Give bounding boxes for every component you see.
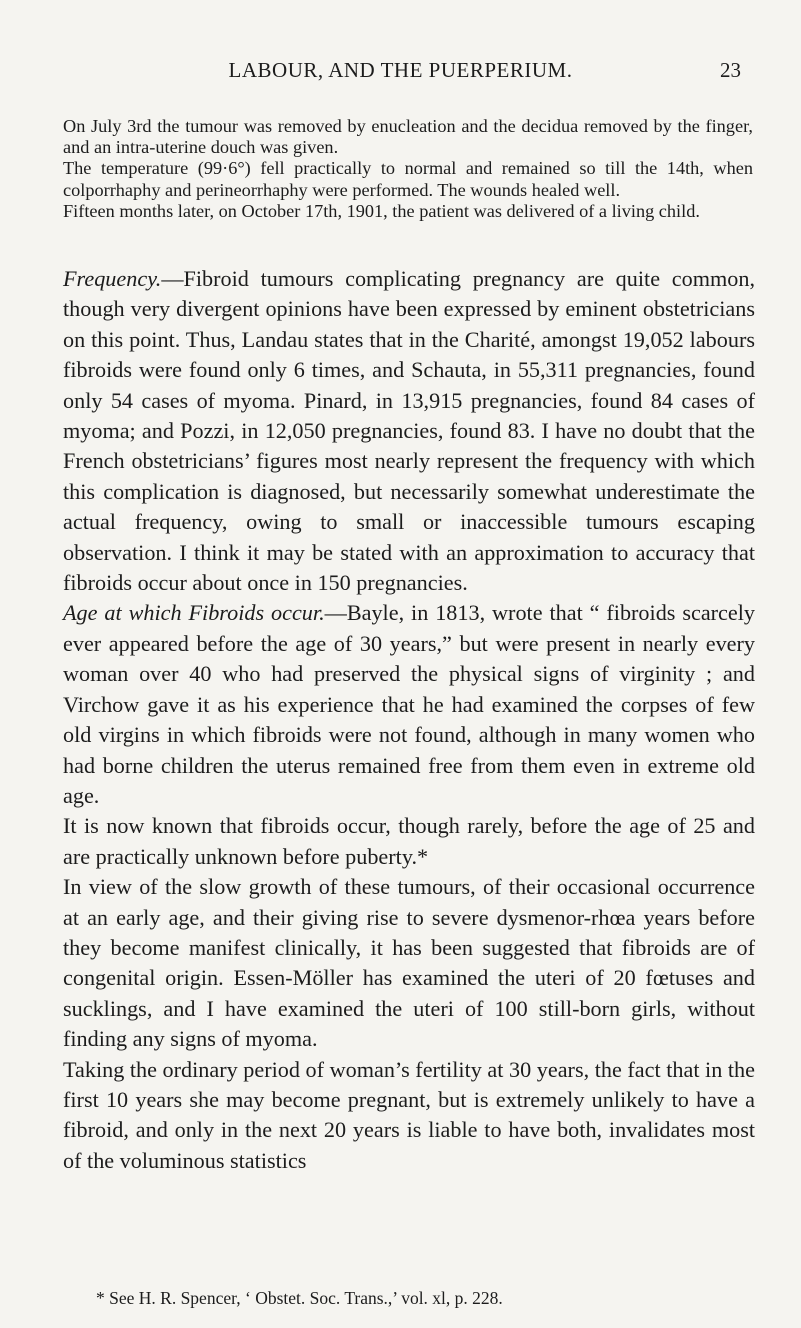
- running-title: LABOUR, AND THE PUERPERIUM.: [228, 58, 573, 82]
- case-note-paragraph-1: On July 3rd the tumour was removed by enucleation and the decidua removed by the finger, and an intra-uterine douch was given.: [63, 116, 753, 158]
- frequency-paragraph: [63, 264, 755, 598]
- main-text: [63, 264, 755, 1176]
- footnote: * See H. R. Spencer, ‘ Obstet. Soc. Trans.,’ vol. xl, p. 228.: [96, 1288, 503, 1308]
- known-paragraph: It is now known that fibroids occur, though rarely, before the age of 25 and are practically unknown before puberty.*: [63, 813, 755, 869]
- taking-paragraph: Taking the ordinary period of woman’s fertility at 30 years, the fact that in the first 10 years she may become pregnant, but is extremely unlikely to have a fibroid, and only in the next 20 years is liable to have both, invalidates most of the voluminous statistics: [63, 1056, 755, 1173]
- age-paragraph: [63, 598, 755, 811]
- frequency-heading: Frequency.: [63, 266, 162, 291]
- page-number: 23: [720, 58, 741, 82]
- page-header: [0, 58, 801, 88]
- frequency-text: —Fibroid tumours complicating pregnancy are quite common, though very divergent opinions have been expressed by eminent obstetricians on this point. Thus, Landau states that in the Charité, amongst 19,052 labours fibroids were found only 6 times, and Schauta, in 55,311 pregnancies, found only 54 cases of myoma. Pinard, in 13,915 pregnancies, found 84 cases of myoma; and Pozzi, in 12,050 pregnancies, found 83. I have no doubt that the French obstetricians’ figures most nearly represent the frequency with which this complication is diagnosed, but necessarily somewhat underestimate the actual frequency, owing to small or inaccessible tumours escaping observation. I think it may be stated with an approximation to accuracy that fibroids occur about once in 150 pregnancies.: [63, 266, 755, 596]
- age-text: —Bayle, in 1813, wrote that “ fibroids scarcely ever appeared before the age of 30 years,” but were present in nearly every woman over 40 who had preserved the physical signs of virginity ; and Virchow gave it as his experience that he had examined the corpses of few old virgins in which fibroids were not found, although in many women who had borne children the uterus remained free from them even in extreme old age.: [63, 600, 756, 808]
- case-note: [63, 116, 753, 222]
- view-paragraph: In view of the slow growth of these tumours, of their occasional occurrence at an early age, and their giving rise to severe dysmenor-rhœa years before they become manifest clinically, it has been suggested that fibroids are of congenital origin. Essen-Möller has examined the uteri of 20 fœtuses and sucklings, and I have examined the uteri of 100 still-born girls, without finding any signs of myoma.: [63, 874, 755, 1052]
- case-note-paragraph-3: Fifteen months later, on October 17th, 1901, the patient was delivered of a living child.: [63, 200, 700, 221]
- age-heading: Age at which Fibroids occur.: [63, 600, 325, 626]
- case-note-paragraph-2: The temperature (99·6°) fell practically to normal and remained so till the 14th, when colporrhaphy and perineorrhaphy were performed. The wounds healed well.: [63, 158, 753, 200]
